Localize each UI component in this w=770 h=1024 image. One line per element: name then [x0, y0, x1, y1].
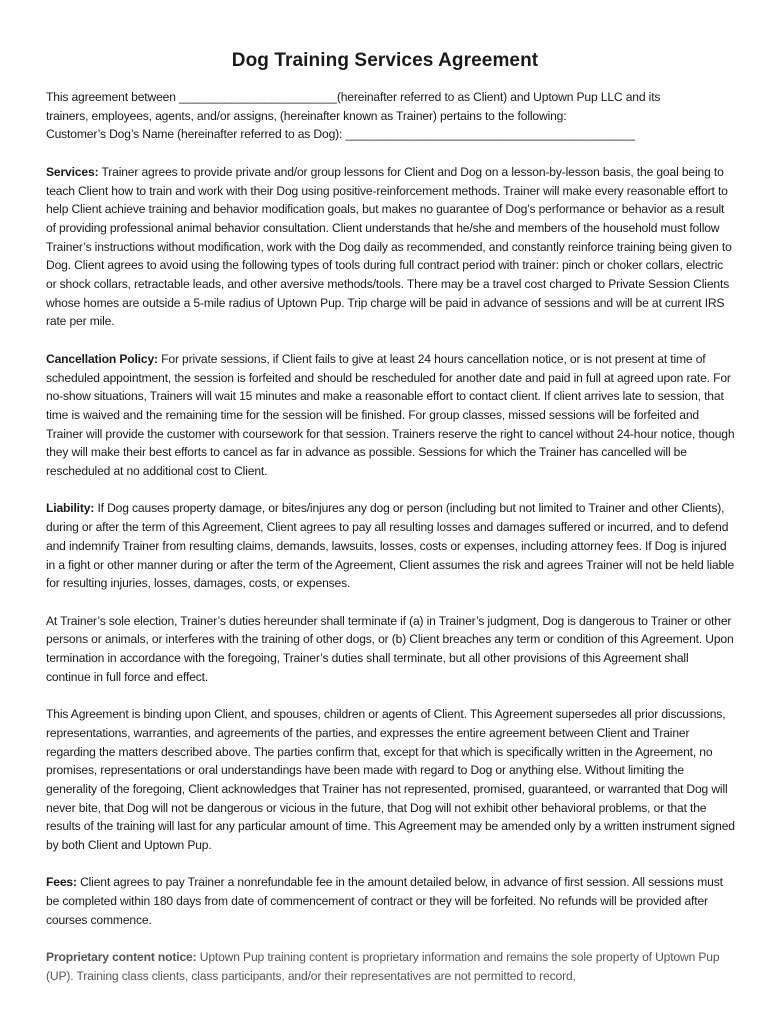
intro-line: Customer’s Dog’s Name (hereinafter referred to as Dog): ____________________________________________	[46, 127, 635, 142]
intro-paragraph	[46, 88, 736, 144]
fees-text: Client agrees to pay Trainer a nonrefundable fee in the amount detailed below, in advance of first session. All sessions must be completed within 180 days from date of commencement of contract or they will be forfeited. No refunds will be provided after courses commence.	[46, 875, 723, 927]
liability-text: If Dog causes property damage, or bites/injures any dog or person (including but not limited to Trainer and other Clients), during or after the term of this Agreement, Client agrees to pay all resulting losses and damages suffered or incurred, and to defend and indemnify Trainer from resulting claims, demands, lawsuits, losses, costs or expenses, including attorney fees. If Dog is injured in a fight or other manner during or after the term of the Agreement, Client assumes the risk and agrees Trainer will not be held liable for resulting injuries, losses, damages, costs, or expenses.	[46, 501, 735, 591]
proprietary-label: Proprietary content notice:	[46, 950, 197, 965]
document-body	[46, 88, 736, 1004]
services-text: Trainer agrees to provide private and/or group lessons for Client and Dog on a lesson-by-lesson basis, the goal being to teach Client how to train and work with their Dog using positive-reinforcement methods. Trainer will make every reasonable effort to help Client achieve training and behavior modification goals, but makes no guarantee of Dog’s performance or behavior as a result of providing professional animal behavior consultation. Client understands that he/she and members of the household must follow Trainer’s instructions without modification, work with the Dog daily as recommended, and constantly reinforce training being given to Dog. Client agrees to avoid using the following types of tools during full contract period with trainer: pinch or choker collars, electric or shock collars, retractable leads, and other aversive methods/tools. There may be a travel cost charged to Private Session Clients whose homes are outside a 5-mile radius of Uptown Pup. Trip charge will be paid in advance of sessions and will be at current IRS rate per mile.	[46, 164, 732, 329]
cancellation-paragraph	[46, 350, 736, 481]
proprietary-paragraph	[46, 948, 736, 985]
intro-line: trainers, employees, agents, and/or assigns, (hereinafter known as Trainer) pertains to the following:	[46, 108, 567, 123]
proprietary-text: Uptown Pup training content is proprietary information and remains the sole property of Uptown Pup (UP). Training class clients, class participants, and/or their representatives are not permitted to record,	[46, 950, 720, 983]
cancellation-text: For private sessions, if Client fails to give at least 24 hours cancellation notice, or is not present at time of scheduled appointment, the session is forfeited and should be rescheduled for another date and paid in full at agreed upon rate. For no-show situations, Trainers will wait 15 minutes and make a reasonable effort to contact client. If client arrives late to session, that time is waived and the remaining time for the session will be finished. For group classes, missed sessions will be forfeited and Trainer will provide the customer with coursework for that session. Trainers reserve the right to cancel without 24-hour notice, though they will make their best efforts to cancel as far in advance as possible. Sessions for which the Trainer has cancelled will be rescheduled at no additional cost to Client.	[46, 351, 735, 479]
fees-label: Fees:	[46, 875, 77, 890]
binding-paragraph: This Agreement is binding upon Client, and spouses, children or agents of Client. This Agreement supersedes all prior discussions, representations, warranties, and agreements of the parties, and expresses the entire agreement between Client and Trainer regarding the matters described above. The parties confirm that, except for that which is specifically written in the Agreement, no promises, representations or oral understandings have been made with regard to Dog or anything else. Without limiting the generality of the foregoing, Client acknowledges that Trainer has not represented, promised, guaranteed, or warranted that Dog will never bite, that Dog will not be dangerous or vicious in the future, that Dog will not exhibit other behavioral problems, or that the results of the training will last for any particular amount of time. This Agreement may be amended only by a written instrument signed by both Client and Uptown Pup.	[46, 707, 735, 853]
intro-line: This agreement between ________________________(hereinafter referred to as Client) and Uptown Pup LLC and its	[46, 90, 661, 104]
document-title: Dog Training Services Agreement	[231, 50, 539, 71]
termination-paragraph: At Trainer’s sole election, Trainer’s duties hereunder shall terminate if (a) in Trainer’s judgment, Dog is dangerous to Trainer or other persons or animals, or interferes with the training of other dogs, or (b) Client breaches any term or condition of this Agreement. Upon termination in accordance with the foregoing, Trainer’s duties shall terminate, but all other provisions of this Agreement shall continue in full force and effect.	[46, 613, 734, 684]
cancellation-label: Cancellation Policy:	[46, 351, 158, 366]
services-label: Services:	[46, 164, 99, 179]
liability-label: Liability:	[46, 501, 95, 516]
fees-paragraph	[46, 873, 736, 929]
liability-paragraph	[46, 499, 736, 593]
services-paragraph	[46, 163, 736, 331]
